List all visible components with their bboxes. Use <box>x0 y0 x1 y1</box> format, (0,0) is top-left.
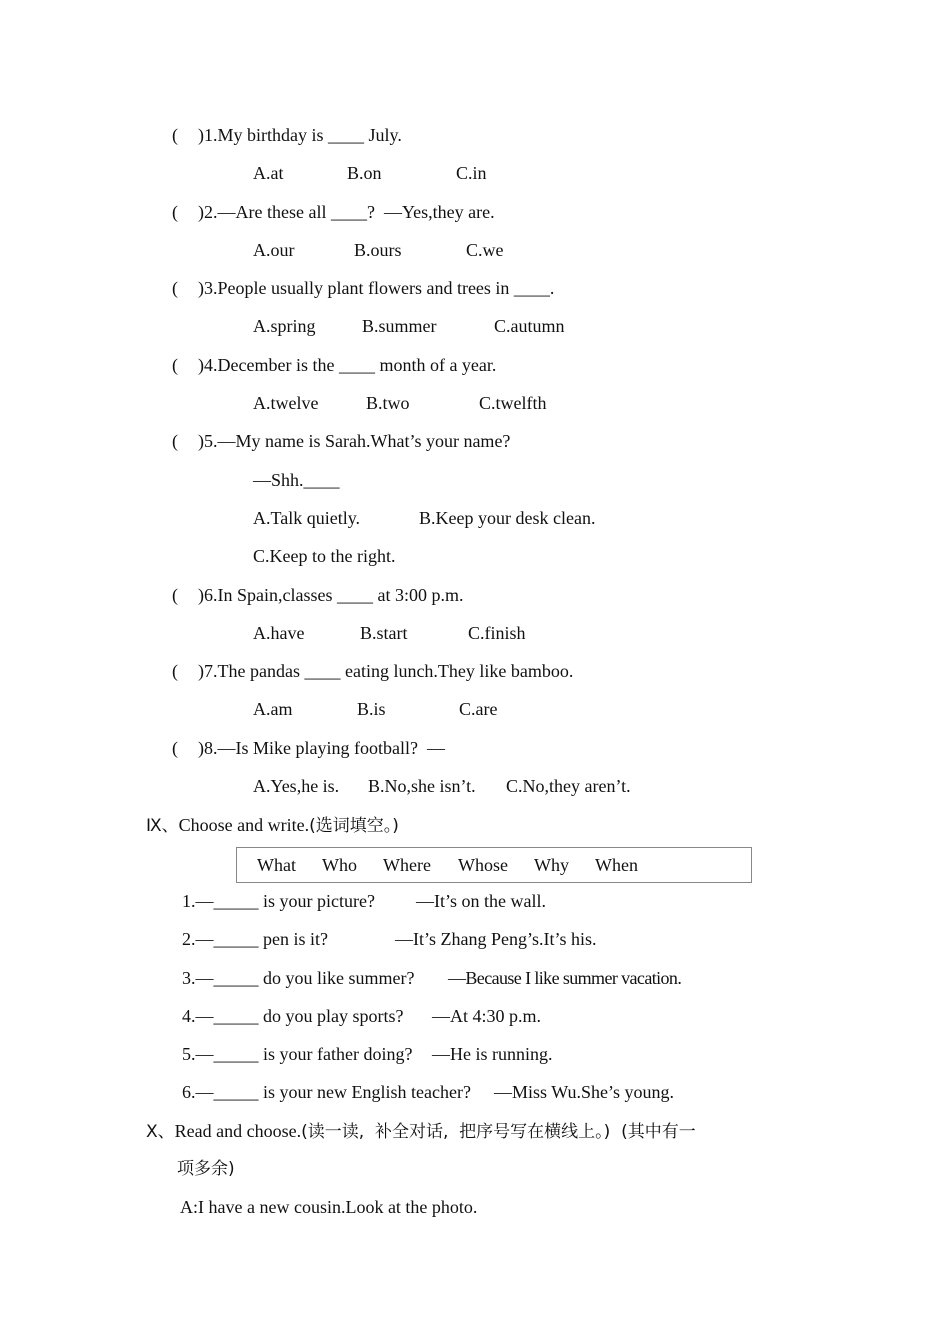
option-c: C.finish <box>468 623 526 643</box>
question-text: )6.In Spain,classes ____ at 3:00 p.m. <box>198 585 464 605</box>
section-ix-heading <box>146 813 399 838</box>
question-text: )4.December is the ____ month of a year. <box>198 355 497 375</box>
option-a: A.Yes,he is. <box>253 776 340 796</box>
option-b: B.ours <box>354 240 402 260</box>
question-bracket: ( <box>172 661 178 681</box>
question-bracket: ( <box>172 738 178 758</box>
option-c: C.No,they aren’t. <box>506 776 631 796</box>
question-bracket: ( <box>172 585 178 605</box>
option-a: A.have <box>253 623 305 643</box>
section-x-title-cn: (读一读, 补全对话, 把序号写在横线上。) (其中有一 <box>301 1122 696 1142</box>
option-b: B.start <box>360 623 408 643</box>
option-b: B.summer <box>362 316 437 336</box>
word-bank-item: Why <box>534 855 569 875</box>
section-x-heading <box>146 1119 696 1144</box>
option-c: C.twelfth <box>479 393 547 413</box>
option-a: A.our <box>253 240 295 260</box>
option-b: B.is <box>357 699 386 719</box>
question-text: )7.The pandas ____ eating lunch.They like bamboo. <box>198 661 574 681</box>
word-bank-item: Who <box>322 855 357 875</box>
fill-question: 6.—_____ is your new English teacher? <box>182 1082 471 1102</box>
question-bracket: ( <box>172 125 178 145</box>
question-bracket: ( <box>172 431 178 451</box>
question-bracket: ( <box>172 202 178 222</box>
option-b: B.No,she isn’t. <box>368 776 476 796</box>
option-c: C.are <box>459 699 498 719</box>
fill-question: 5.—_____ is your father doing? <box>182 1044 413 1064</box>
option-b: B.two <box>366 393 410 413</box>
question-text: )8.—Is Mike playing football? — <box>198 738 445 758</box>
section-ix-title-cn: (选词填空。) <box>309 816 399 836</box>
option-a: A.spring <box>253 316 316 336</box>
fill-question: 3.—_____ do you like summer? <box>182 968 415 988</box>
word-bank-item: What <box>257 855 296 875</box>
section-x-title-cont: 项多余) <box>177 1159 235 1179</box>
section-ix-title: Choose and write. <box>178 815 310 835</box>
option-b: B.on <box>347 163 382 183</box>
word-bank-box <box>236 847 752 883</box>
fill-answer: —It’s on the wall. <box>416 891 546 911</box>
option-c: C.Keep to the right. <box>253 546 396 566</box>
fill-answer: —At 4:30 p.m. <box>432 1006 542 1026</box>
option-a: A.at <box>253 163 284 183</box>
option-a: A.twelve <box>253 393 319 413</box>
dialogue-line: A:I have a new cousin.Look at the photo. <box>180 1197 478 1217</box>
fill-answer: —Miss Wu.She’s young. <box>494 1082 674 1102</box>
word-bank-item: When <box>595 855 638 875</box>
option-b: B.Keep your desk clean. <box>419 508 596 528</box>
section-x-title: Read and choose. <box>174 1121 302 1141</box>
question-bracket: ( <box>172 278 178 298</box>
section-x-numeral: Ⅹ、 <box>146 1122 175 1142</box>
fill-answer: —Because I like summer vacation. <box>448 968 682 988</box>
option-c: C.autumn <box>494 316 565 336</box>
option-a: A.am <box>253 699 293 719</box>
fill-question: 2.—_____ pen is it? <box>182 929 328 949</box>
option-c: C.we <box>466 240 504 260</box>
fill-question: 4.—_____ do you play sports? <box>182 1006 404 1026</box>
option-c: C.in <box>456 163 487 183</box>
question-text: )2.—Are these all ____? —Yes,they are. <box>198 202 495 222</box>
question-text: )1.My birthday is ____ July. <box>198 125 402 145</box>
option-a: A.Talk quietly. <box>253 508 361 528</box>
word-bank-item: Where <box>383 855 431 875</box>
question-text: )3.People usually plant flowers and trees in ____. <box>198 278 555 298</box>
section-ix-numeral: Ⅸ、 <box>146 816 179 836</box>
question-reply: —Shh.____ <box>253 470 340 490</box>
fill-answer: —It’s Zhang Peng’s.It’s his. <box>395 929 597 949</box>
word-bank-item: Whose <box>458 855 508 875</box>
question-text: )5.—My name is Sarah.What’s your name? <box>198 431 511 451</box>
fill-answer: —He is running. <box>432 1044 553 1064</box>
fill-question: 1.—_____ is your picture? <box>182 891 375 911</box>
question-bracket: ( <box>172 355 178 375</box>
